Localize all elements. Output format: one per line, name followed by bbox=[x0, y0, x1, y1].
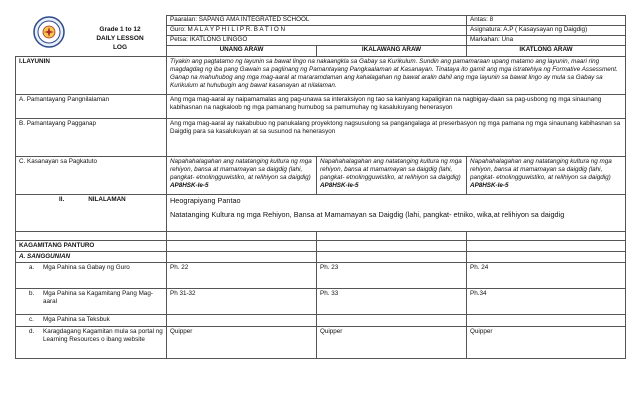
ref-label: Mga Pahina sa Gabay ng Guro bbox=[43, 263, 130, 271]
spacer bbox=[317, 240, 467, 251]
ref-row-b-label bbox=[16, 288, 167, 314]
nilalaman-subtopic: Natatanging Kultura ng mga Rehiyon, Bansa at Mamamayan sa Daigdig (lahi, pangkat- etniko, wika,at relihiyon sa daigdig bbox=[170, 209, 565, 219]
ref-row-c-day-1 bbox=[167, 314, 317, 326]
ref-row-d-day-2: Quipper bbox=[317, 326, 467, 358]
pagkatuto-day-3 bbox=[467, 156, 626, 194]
asignatura: Asignatura: A.P ( Kasaysayan ng Daigdig) bbox=[467, 26, 626, 36]
paaralan: Paaralan: SAPANG AMA INTEGRATED SCHOOL bbox=[167, 16, 467, 26]
antas: Antas: 8 bbox=[467, 16, 626, 26]
day-header-2: IKALAWANG ARAW bbox=[317, 46, 467, 56]
daily-lesson-log-title: DAILY LESSON LOG bbox=[96, 35, 144, 51]
ref-row-c-label bbox=[16, 314, 167, 326]
spacer bbox=[16, 231, 167, 240]
pangnilalaman-label: A. Pamantayang Pangnilalaman bbox=[16, 94, 167, 118]
guro: Guro: M A L A Y P H I L I P R. B A T I O N bbox=[167, 26, 467, 36]
ref-label: Mga Pahina sa Kagamitang Pang Mag-aaral bbox=[43, 289, 153, 305]
deped-seal-icon bbox=[33, 16, 65, 48]
spacer bbox=[167, 240, 317, 251]
lesson-log bbox=[15, 15, 625, 359]
ref-num: b. bbox=[29, 289, 35, 297]
spacer bbox=[467, 251, 626, 262]
ref-row-a-day-1: Ph. 22 bbox=[167, 262, 317, 288]
competency-code: AP8HSK-Ie-5 bbox=[470, 181, 509, 189]
ref-row-c-day-3 bbox=[467, 314, 626, 326]
pagkatuto-label: C. Kasanayan sa Pagkatuto bbox=[16, 156, 167, 194]
ref-row-a-label bbox=[16, 262, 167, 288]
markahan: Markahan: Una bbox=[467, 36, 626, 46]
pagganap-label: B. Pamantayang Pagganap bbox=[16, 118, 167, 156]
pagkatuto-text: Napahahalagahan ang natatanging kultura ng mga rehiyon, bansa at mamamayan sa daigdig (lahi, pangkat- etnolingguwistiko, at relihiyon sa daigdig) bbox=[170, 157, 312, 181]
nilalaman-cell bbox=[167, 194, 626, 231]
spacer bbox=[167, 231, 317, 240]
ref-row-d-day-1: Quipper bbox=[167, 326, 317, 358]
ref-num: a. bbox=[29, 263, 35, 271]
spacer bbox=[317, 251, 467, 262]
ref-label: Karagdagang Kagamitan mula sa portal ng Learning Resources o ibang website bbox=[43, 327, 163, 343]
layunin-text: Tiyakin ang pagtatamo ng layunin sa bawat lingo na nakaangkla sa Gabay sa Kurikulum. Sundin ang pamamaraan upang matamo ang layunin, maari ring magdagdag ng iba pang Gawain sa paglinang ng Pamantayang Pangkaalaman at Kasanayan. Tinataya ito gamit ang mga istratehiya ng Formative Assessment. Ganap na mahuhubog ang mga mag-aaral at mararamdaman ang kahalagahan ng bawat aralin dahil ang mga layunin sa bawat lingo ay mula sa Gabay sa Kurikulum at huhubugin ang bawat kasanayan at nilalaman. bbox=[167, 56, 626, 94]
competency-code: AP8HSK-Ie-5 bbox=[320, 181, 359, 189]
ref-row-a-day-3: Ph. 24 bbox=[467, 262, 626, 288]
ref-row-b-day-1: Ph 31-32 bbox=[167, 288, 317, 314]
ref-row-b-day-3: Ph.34 bbox=[467, 288, 626, 314]
ref-num: d. bbox=[29, 327, 35, 335]
lesson-table bbox=[15, 15, 626, 359]
spacer bbox=[317, 231, 467, 240]
pagkatuto-text: Napahahalagahan ang natatanging kultura ng mga rehiyon, bansa at mamamayan sa daigdig (lahi, pangkat- etnolingguwistiko, at relihiyon sa daigdig) bbox=[320, 157, 462, 181]
grade-range: Grade 1 to 12 bbox=[99, 26, 141, 33]
day-header-1: UNANG ARAW bbox=[167, 46, 317, 56]
sanggunian-label: A. SANGGUNIAN bbox=[16, 251, 167, 262]
ref-row-d-label bbox=[16, 326, 167, 358]
nilalaman-label-cell bbox=[16, 194, 167, 231]
layunin-label: I.LAYUNIN bbox=[16, 56, 167, 94]
ref-row-a-day-2: Ph. 23 bbox=[317, 262, 467, 288]
log-title-block bbox=[90, 25, 150, 52]
petsa: Petsa: IKATLONG LINGGO bbox=[167, 36, 467, 46]
day-header-3: IKATLONG ARAW bbox=[467, 46, 626, 56]
competency-code: AP8HSK-Ie-5 bbox=[170, 181, 209, 189]
kagamitan-label: KAGAMITANG PANTURO bbox=[16, 240, 167, 251]
ref-num: c. bbox=[29, 315, 34, 323]
nilalaman-num: II. bbox=[59, 195, 65, 203]
nilalaman-label: NILALAMAN bbox=[88, 195, 126, 203]
spacer bbox=[467, 231, 626, 240]
spacer bbox=[467, 240, 626, 251]
ref-row-d-day-3: Quipper bbox=[467, 326, 626, 358]
ref-row-c-day-2 bbox=[317, 314, 467, 326]
nilalaman-topic: Heograpiyang Pantao bbox=[170, 195, 241, 205]
ref-label: Mga Pahina sa Teksbuk bbox=[43, 315, 110, 323]
spacer bbox=[167, 251, 317, 262]
ref-row-b-day-2: Ph. 33 bbox=[317, 288, 467, 314]
pagkatuto-day-2 bbox=[317, 156, 467, 194]
pangnilalaman-text: Ang mga mag-aaral ay naipamamalas ang pag-unawa sa interaksiyon ng tao sa kaniyang kapaligiran na nagbigay-daan sa pag-usbong ng mga sinaunang kabihasnan na nagkaloob ng mga pamanang humubog sa pamumuhay ng kasalukuyang henerasyon bbox=[167, 94, 626, 118]
pagkatuto-day-1 bbox=[167, 156, 317, 194]
pagkatuto-text: Napahahalagahan ang natatanging kultura ng mga rehiyon, bansa at mamamayan sa daigdig (lahi, pangkat- etnolingguwistiko, at relihiyon sa daigdig) bbox=[470, 157, 612, 181]
pagganap-text: Ang mga mag-aaral ay nakabubuo ng panukalang proyektong nagsusulong sa pangangalaga at preserbasyon ng mga pamana ng mga sinaunang kabihasnan sa Daigdig para sa kasalukuyan at sa susunod na henerasyon bbox=[167, 118, 626, 156]
